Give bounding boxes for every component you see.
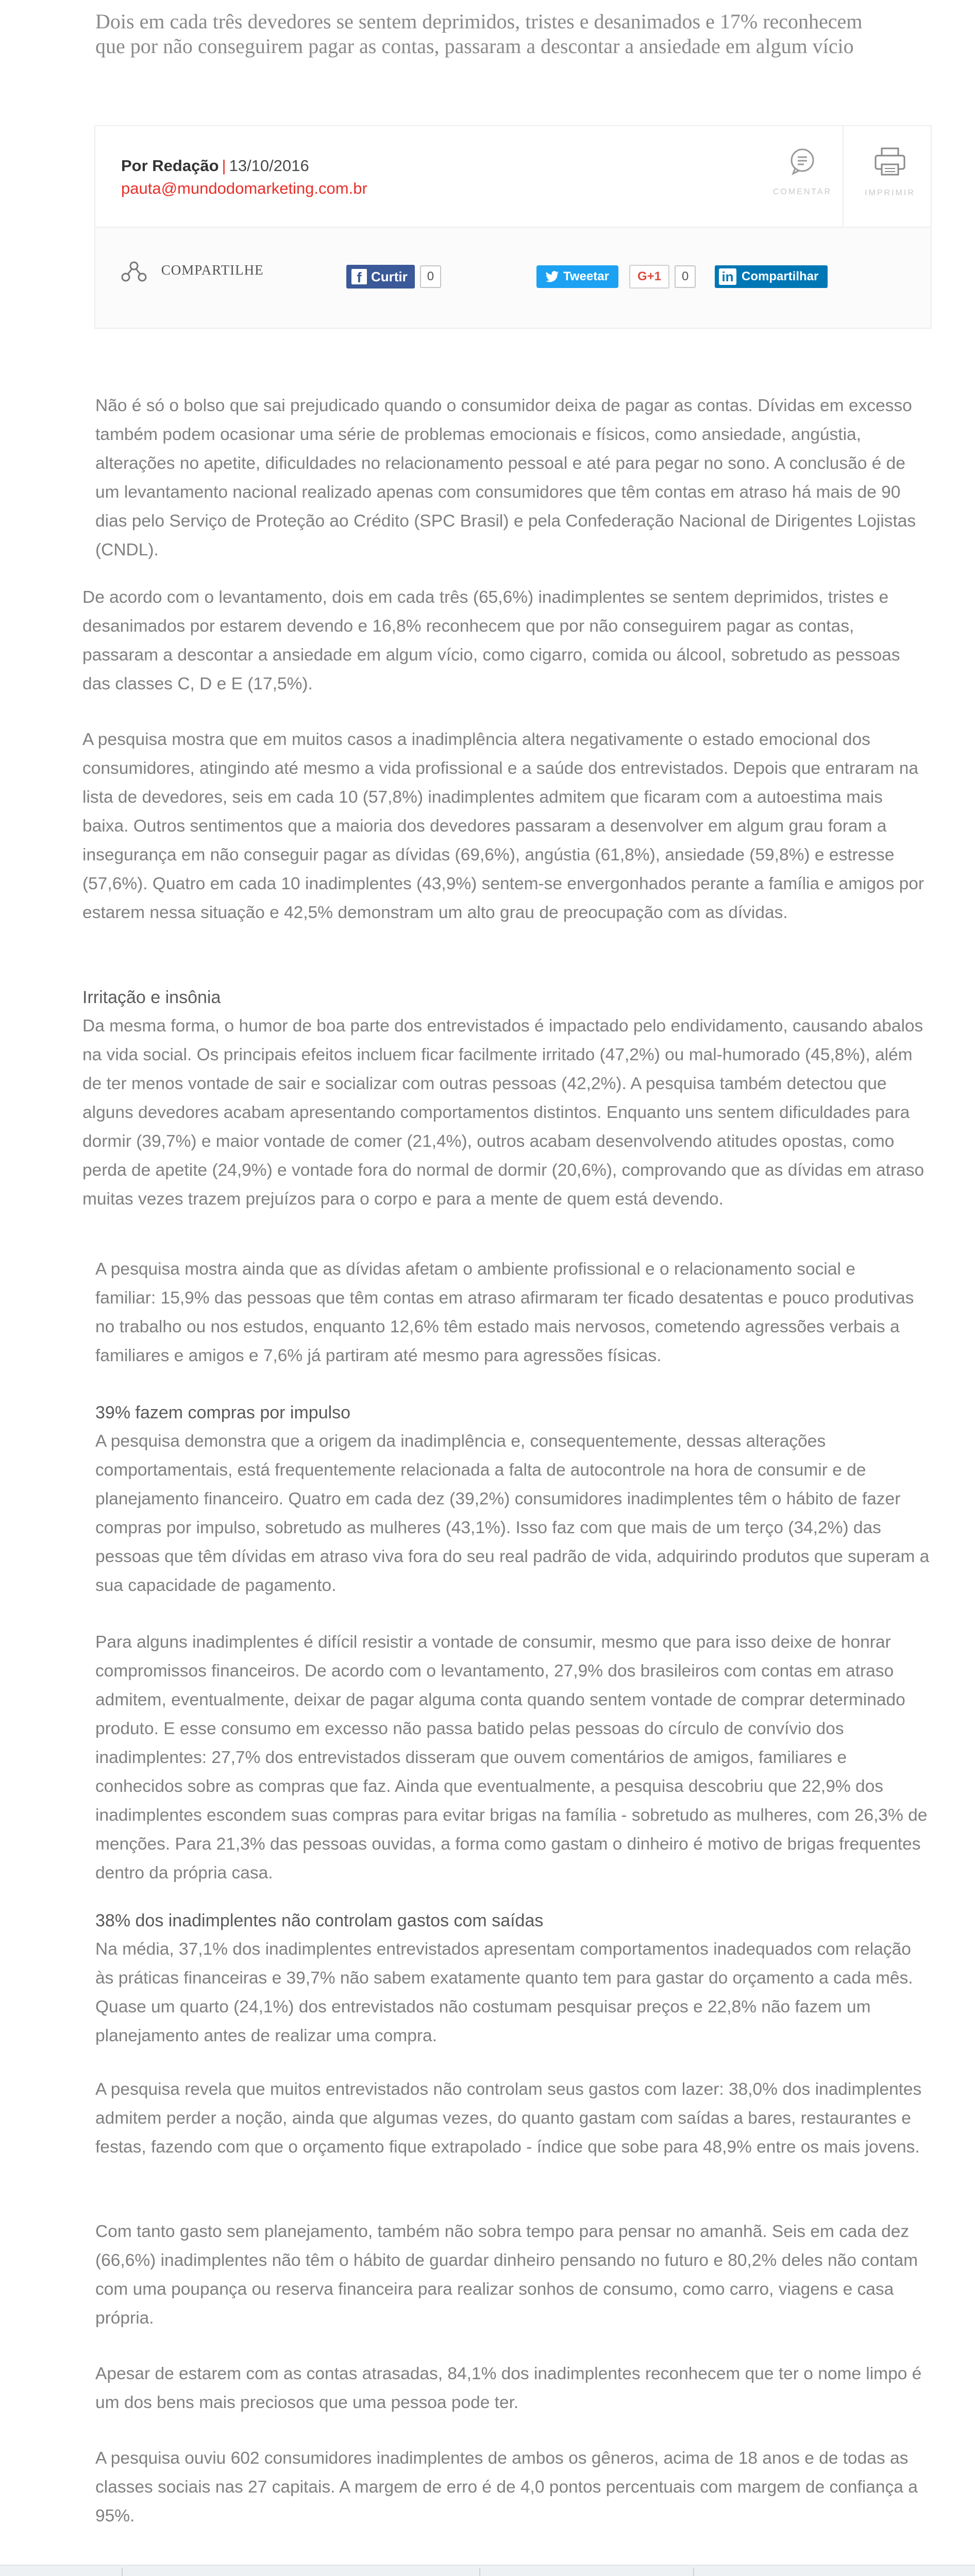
article-paragraph: A pesquisa mostra ainda que as dívidas afetam o ambiente profissional e o relacionamento social e familiar: 15,9% das pessoas que têm contas em atraso afirmaram ter ficado desatentas e pouco produtivas no trabalho ou nos estudos, enquanto 12,6% têm estado mais nervosos, cometendo agressões verbais a familiares e amigos e 7,6% já partiram até mesmo para agressões físicas. xyxy=(95,1260,914,1365)
section-heading: 38% dos inadimplentes não controlam gastos com saídas xyxy=(95,1911,544,1930)
twitter-widget xyxy=(536,264,618,289)
article-paragraph: De acordo com o levantamento, dois em cada três (65,6%) inadimplentes se sentem deprimidos, tristes e desanimados por estarem devendo e 16,8% reconhecem que por não conseguirem pagar as contas, passaram a descontar a ansiedade em algum vício, como cigarro, comida ou álcool, sobretudo as pessoas das classes C, D e E (17,5%). xyxy=(82,588,900,693)
article-subtitle: Dois em cada três devedores se sentem deprimidos, tristes e desanimados e 17% reconhecem que por não conseguirem pagar as contas, passaram a descontar a ansiedade em algum vício xyxy=(95,10,863,58)
section-heading: Irritação e insônia xyxy=(82,988,221,1007)
linkedin-widget xyxy=(715,264,828,289)
footer-divider xyxy=(122,2568,123,2576)
publish-date: 13/10/2016 xyxy=(229,157,309,175)
article-paragraph: A pesquisa demonstra que a origem da inadimplência e, consequentemente, dessas alterações comportamentais, está frequentemente relacionada a falta de autocontrole na hora de consumir e de planejamento financeiro. Quatro em cada dez (39,2%) consumidores inadimplentes têm o hábito de fazer compras por impulso, sobretudo as mulheres (43,1%). Isso faz com que mais de um terço (34,2%) das pessoas que têm dívidas em atraso viva fora do seu real padrão de vida, adquirindo produtos que superam a sua capacidade de pagamento. xyxy=(95,1432,930,1595)
twitter-bird-icon xyxy=(546,271,559,282)
footer-divider xyxy=(693,2568,694,2576)
article-meta-box xyxy=(94,125,932,329)
article-paragraph: A pesquisa revela que muitos entrevistados não controlam seus gastos com lazer: 38,0% dos inadimplentes admitem perder a noção, ainda que algumas vezes, do quanto gastam com saídas a bares, restaurantes e festas, fazendo com que o orçamento fique extrapolado - índice que sobe para 48,9% entre os mais jovens. xyxy=(95,2080,922,2157)
gplus-button[interactable]: G+1 xyxy=(629,265,669,289)
footer-bar xyxy=(0,2565,975,2576)
byline xyxy=(121,155,367,200)
linkedin-share-button[interactable] xyxy=(715,265,828,288)
gplus-count: 0 xyxy=(675,265,696,288)
tweet-button[interactable] xyxy=(536,265,618,288)
comment-button[interactable] xyxy=(756,147,849,197)
article-paragraph: Com tanto gasto sem planejamento, também não sobra tempo para pensar no amanhã. Seis em cada dez (66,6%) inadimplentes não têm o hábito de guardar dinheiro pensando no futuro e 80,2% deles não contam com uma poupança ou reserva financeira para realizar sonhos de consumo, como carro, viagens e casa própria. xyxy=(95,2222,918,2328)
facebook-like-button[interactable] xyxy=(346,265,415,289)
article-paragraph: Para alguns inadimplentes é difícil resistir a vontade de consumir, mesmo que para isso deixe de honrar compromissos financeiros. De acordo com o levantamento, 27,9% dos brasileiros com contas em atraso admitem, eventualmente, deixar de pagar alguma conta quando sentem vontade de comprar determinado produto. E esse consumo em excesso não passa batido pelas pessoas do círculo de convívio dos inadimplentes: 27,7% dos entrevistados disseram que ouvem comentários de amigos, familiares e conhecidos sobre as compras que faz. Ainda que eventualmente, a pesquisa descobriu que 22,9% dos inadimplentes escondem suas compras para evitar brigas na família - sobretudo as mulheres, com 26,3% de menções. Para 21,3% das pessoas ouvidas, a forma como gastam o dinheiro é motivo de brigas frequentes dentro da própria casa. xyxy=(95,1633,928,1883)
facebook-like-label: Curtir xyxy=(371,268,408,284)
section-heading: 39% fazem compras por impulso xyxy=(95,1403,351,1422)
comment-label: COMENTAR xyxy=(772,188,832,196)
meta-divider xyxy=(95,227,931,228)
article-paragraph: A pesquisa ouviu 602 consumidores inadimplentes de ambos os gêneros, acima de 18 anos e de todas as classes sociais nas 27 capitais. A margem de erro é de 4,0 pontos percentuais com margem de confiança a 95%. xyxy=(95,2449,918,2526)
article-paragraph: Na média, 37,1% dos inadimplentes entrevistados apresentam comportamentos inadequados com relação às práticas financeiras e 39,7% não sabem exatamente quanto tem para gastar do orçamento a cada mês. Quase um quarto (24,1%) dos entrevistados não costumam pesquisar preços e 22,8% não fazem um planejamento antes de realizar uma compra. xyxy=(95,1940,913,2045)
print-label: IMPRIMIR xyxy=(865,189,915,197)
facebook-like-widget xyxy=(346,264,441,289)
article-paragraph: Apesar de estarem com as contas atrasadas, 84,1% dos inadimplentes reconhecem que ter o nome limpo é um dos bens mais preciosos que uma pessoa pode ter. xyxy=(95,2364,922,2412)
footer-divider xyxy=(479,2568,480,2576)
linkedin-share-label: Compartilhar xyxy=(742,269,819,283)
byline-separator: | xyxy=(222,157,226,175)
comment-icon xyxy=(788,147,817,176)
article-paragraph: A pesquisa mostra que em muitos casos a inadimplência altera negativamente o estado emocional dos consumidores, atingindo até mesmo a vida profissional e a saúde dos entrevistados. Depois que entraram na lista de devedores, seis em cada 10 (57,8%) inadimplentes admitem que ficaram com a autoestima mais baixa. Outros sentimentos que a maioria dos devedores passaram a desenvolver em algum grau foram a insegurança em não conseguir pagar as dívidas (69,6%), angústia (61,8%), ansiedade (59,8%) e estresse (57,6%). Quatro em cada 10 inadimplentes (43,9%) sentem-se envergonhados perante a família e amigos por estarem nessa situação e 42,5% demonstram um alto grau de preocupação com as dívidas. xyxy=(82,730,924,922)
facebook-icon: f xyxy=(351,269,367,284)
article-paragraph: Não é só o bolso que sai prejudicado quando o consumidor deixa de pagar as contas. Dívidas em excesso também podem ocasionar uma série de problemas emocionais e físicos, como ansiedade, angústia, alterações no apetite, dificuldades no relacionamento pessoal e até para pegar no sono. A conclusão é de um levantamento nacional realizado apenas com consumidores que têm contas em atraso há mais de 90 dias pelo Serviço de Proteção ao Crédito (SPC Brasil) e pela Confederação Nacional de Dirigentes Lojistas (CNDL). xyxy=(95,396,916,560)
gplus-widget xyxy=(629,264,696,289)
tweet-label: Tweetar xyxy=(563,269,609,283)
author: Por Redação xyxy=(121,157,219,175)
author-email-link[interactable]: pauta@mundodomarketing.com.br xyxy=(121,179,367,197)
print-button[interactable] xyxy=(844,147,936,198)
printer-icon xyxy=(873,147,906,177)
share-icon xyxy=(121,261,147,282)
linkedin-icon: in xyxy=(719,268,736,285)
article-paragraph: Da mesma forma, o humor de boa parte dos entrevistados é impactado pelo endividamento, causando abalos na vida social. Os principais efeitos incluem ficar facilmente irritado (47,2%) ou mal-humorado (45,8%), além de ter menos vontade de sair e socializar com outras pessoas (42,2%). A pesquisa também detectou que alguns devedores acabam apresentando comportamentos distintos. Enquanto uns sentem dificuldades para dormir (39,7%) e maior vontade de comer (21,4%), outros acabam desenvolvendo atitudes opostas, como perda de apetite (24,9%) e vontade fora do normal de dormir (20,6%), comprovando que as dívidas em atraso muitas vezes trazem prejuízos para o corpo e para a mente de quem está devendo. xyxy=(82,1016,924,1209)
share-label: COMPARTILHE xyxy=(161,262,264,278)
facebook-count: 0 xyxy=(420,265,441,288)
share-section xyxy=(121,261,264,282)
